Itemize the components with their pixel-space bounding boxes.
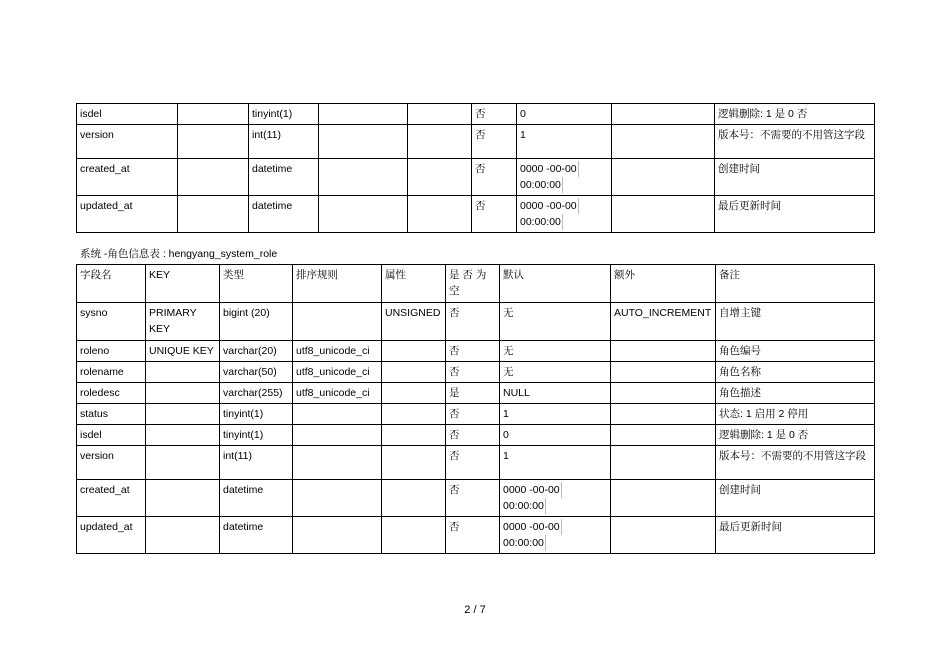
table-caption: 系统 -角色信息表 : hengyang_system_role <box>80 248 278 260</box>
table-cell: isdel <box>77 425 146 446</box>
table-cell <box>146 404 220 425</box>
table-row <box>77 480 875 517</box>
table-cell <box>408 125 472 159</box>
table-cell: varchar(20) <box>220 341 293 362</box>
table-cell: int(11) <box>220 446 293 480</box>
column-header: 默认 <box>500 265 611 303</box>
table-cell: updated_at <box>77 196 178 233</box>
field-table-continued <box>76 103 875 233</box>
table-cell <box>611 341 716 362</box>
column-header: 额外 <box>611 265 716 303</box>
table-cell <box>319 125 408 159</box>
table-cell <box>293 303 382 341</box>
table-cell <box>382 404 446 425</box>
table-cell <box>178 104 249 125</box>
table-cell: 最后更新时间 <box>716 517 875 554</box>
table-cell: UNIQUE KEY <box>146 341 220 362</box>
table-cell: 否 <box>446 480 500 517</box>
table-cell <box>293 446 382 480</box>
table-cell: rolename <box>77 362 146 383</box>
table-cell: 1 <box>500 404 611 425</box>
table-cell: isdel <box>77 104 178 125</box>
table-cell: created_at <box>77 480 146 517</box>
table-cell: 逻辑删除: 1 是 0 否 <box>716 425 875 446</box>
table-cell <box>382 341 446 362</box>
table-cell <box>382 480 446 517</box>
table-row <box>77 196 875 233</box>
table-cell: datetime <box>220 480 293 517</box>
table-cell: status <box>77 404 146 425</box>
table-cell: 否 <box>446 425 500 446</box>
table-cell: tinyint(1) <box>220 404 293 425</box>
table-cell <box>319 159 408 196</box>
table-cell <box>146 383 220 404</box>
table-cell: AUTO_INCREMENT <box>611 303 716 341</box>
table-row <box>77 425 875 446</box>
table-cell <box>408 196 472 233</box>
table-cell: utf8_unicode_ci <box>293 341 382 362</box>
table-cell: 无 <box>500 362 611 383</box>
table-cell <box>611 404 716 425</box>
table-cell: updated_at <box>77 517 146 554</box>
table-cell: 最后更新时间 <box>715 196 875 233</box>
table-cell <box>382 425 446 446</box>
table-cell: NULL <box>500 383 611 404</box>
table-cell: utf8_unicode_ci <box>293 383 382 404</box>
table-row <box>77 104 875 125</box>
table-cell <box>319 196 408 233</box>
table-cell: bigint (20) <box>220 303 293 341</box>
table-cell: created_at <box>77 159 178 196</box>
table-cell <box>612 159 715 196</box>
table-row <box>77 341 875 362</box>
table-cell <box>382 446 446 480</box>
table-cell: 0 <box>500 425 611 446</box>
table-cell: 无 <box>500 303 611 341</box>
table-cell: 0000 -00-00 00:00:00 <box>517 159 612 196</box>
table-cell: roleno <box>77 341 146 362</box>
table-cell <box>146 517 220 554</box>
table-cell: 是 <box>446 383 500 404</box>
table-cell: datetime <box>249 159 319 196</box>
table-cell: 0000 -00-00 00:00:00 <box>517 196 612 233</box>
column-header: 属性 <box>382 265 446 303</box>
system-role-table <box>76 264 875 554</box>
table-cell <box>178 159 249 196</box>
header-row <box>77 265 875 303</box>
table-cell <box>611 517 716 554</box>
table-cell: 状态: 1 启用 2 停用 <box>716 404 875 425</box>
table-cell <box>293 517 382 554</box>
table-cell: 1 <box>500 446 611 480</box>
table-cell: 否 <box>446 517 500 554</box>
table-cell: UNSIGNED <box>382 303 446 341</box>
table-row <box>77 362 875 383</box>
table-cell <box>293 480 382 517</box>
table-cell <box>612 196 715 233</box>
table-cell: 否 <box>446 303 500 341</box>
table-cell <box>612 125 715 159</box>
column-header: 类型 <box>220 265 293 303</box>
table-cell <box>611 480 716 517</box>
table-cell <box>408 159 472 196</box>
table-cell: PRIMARY KEY <box>146 303 220 341</box>
table-cell: 0000 -00-00 00:00:00 <box>500 517 611 554</box>
table-cell <box>382 517 446 554</box>
table-cell: 0 <box>517 104 612 125</box>
table-cell: 1 <box>517 125 612 159</box>
table-cell <box>612 104 715 125</box>
table-cell: 逻辑删除: 1 是 0 否 <box>715 104 875 125</box>
table-cell: datetime <box>220 517 293 554</box>
table-cell: 自增主键 <box>716 303 875 341</box>
table-cell <box>146 446 220 480</box>
table-cell: 创建时间 <box>715 159 875 196</box>
table-cell: datetime <box>249 196 319 233</box>
page-number: 2 / 7 <box>464 604 486 616</box>
table-row <box>77 383 875 404</box>
table-row <box>77 125 875 159</box>
table-cell: version <box>77 125 178 159</box>
table-cell <box>178 196 249 233</box>
column-header: 字段名 <box>77 265 146 303</box>
table-cell <box>611 362 716 383</box>
column-header: 是 否 为 空 <box>446 265 500 303</box>
table-cell: 版本号：不需要的不用管这字段 <box>716 446 875 480</box>
table-cell: 版本号：不需要的不用管这字段 <box>715 125 875 159</box>
table-cell: roledesc <box>77 383 146 404</box>
table-cell: 角色描述 <box>716 383 875 404</box>
table-cell <box>319 104 408 125</box>
column-header: 排序规则 <box>293 265 382 303</box>
table-cell <box>293 425 382 446</box>
table-cell: 否 <box>446 341 500 362</box>
table-cell: 否 <box>472 159 517 196</box>
table-cell <box>382 383 446 404</box>
table-row <box>77 404 875 425</box>
table-cell: version <box>77 446 146 480</box>
table-cell: tinyint(1) <box>249 104 319 125</box>
table-cell: utf8_unicode_ci <box>293 362 382 383</box>
table-cell: 否 <box>472 125 517 159</box>
table-cell: 否 <box>446 404 500 425</box>
table-cell <box>146 362 220 383</box>
table-cell: 否 <box>472 104 517 125</box>
table-cell: 无 <box>500 341 611 362</box>
table-cell: int(11) <box>249 125 319 159</box>
table-cell: varchar(255) <box>220 383 293 404</box>
table-cell: sysno <box>77 303 146 341</box>
table-cell: 否 <box>446 446 500 480</box>
column-header: 备注 <box>716 265 875 303</box>
table-cell <box>382 362 446 383</box>
table-cell: 否 <box>446 362 500 383</box>
table-row <box>77 517 875 554</box>
table-cell <box>611 383 716 404</box>
table-row <box>77 303 875 341</box>
table-row <box>77 446 875 480</box>
table-cell <box>146 425 220 446</box>
table-cell <box>408 104 472 125</box>
table-cell <box>293 404 382 425</box>
table-cell: tinyint(1) <box>220 425 293 446</box>
table-cell <box>178 125 249 159</box>
table-cell: varchar(50) <box>220 362 293 383</box>
table-row <box>77 159 875 196</box>
table-cell <box>146 480 220 517</box>
table-cell: 角色名称 <box>716 362 875 383</box>
table-cell: 否 <box>472 196 517 233</box>
table-cell: 创建时间 <box>716 480 875 517</box>
table-cell <box>611 446 716 480</box>
table-cell: 角色编号 <box>716 341 875 362</box>
table-cell <box>611 425 716 446</box>
column-header: KEY <box>146 265 220 303</box>
table-cell: 0000 -00-00 00:00:00 <box>500 480 611 517</box>
